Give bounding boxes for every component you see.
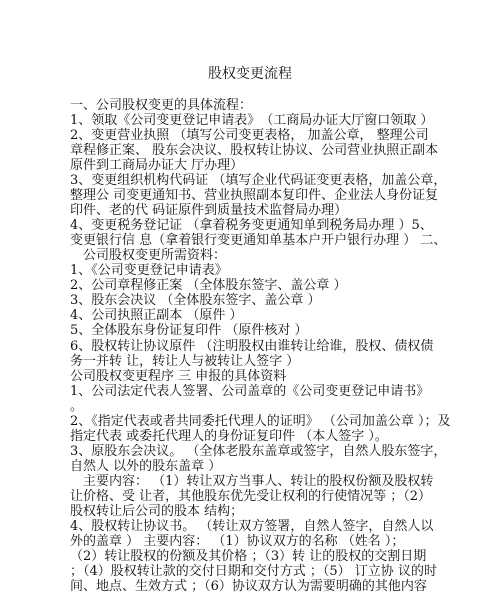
body-line: 公司股权变更所需资料： [70,248,227,263]
body-line: 整理公 司变更通知书、营业执照副本复印件、企业法人身份证复 [70,188,439,203]
body-line: ；（4）股权转让款的交付日期和交付方式 ；（5） 订立协 议的时 [70,564,437,579]
body-line: 公司股权变更程序 三 申报的具体资料 [70,369,287,384]
body-line: 变更银行信 息（拿着银行变更通知单基本户开户银行办理 ） 二、 [70,233,447,248]
body-line: （2）转让股权的份额及其价格 ；（3）转 让的股权的交割日期 [70,549,427,564]
body-line: 1、公司法定代表人签署、公司盖章的《公司变更登记申请书》 [70,384,430,399]
body-line: 6、股权转让协议原件 （注明股权由谁转让给谁，股权、债权债 [70,339,434,354]
body-line: 外的盖章 ） 主要内容： （1）协议双方的名称 （姓名 ）； [70,534,405,549]
body-line: 原件到工商局办证大 厅办理） [70,158,244,173]
body-line: 4、股权转让协议书。 （转让双方签署，自然人签字，自然人以 [70,519,434,534]
body-line: 一、公司股权变更的具体流程： [70,98,253,113]
body-line: 1、领取《公司变更登记申请表》 （工商局办证大厅窗口领取 ） [70,113,434,128]
body-line: 章程修正案、 股东会决议、股权转让协议、公司营业执照正副本 [70,143,439,158]
body-line: 股权转让后公司的股本 结构； [70,504,244,519]
body-line: 3、股东会决议 （全体股东签字、盖公章 ） [70,293,321,308]
body-line: 主要内容： （1）转让双方当事人、转让的股权份额及股权转 [70,474,434,489]
body-line: 让价格、受 让者，其他股东优先受让权利的行使情况等 ；（2） [70,489,432,504]
body-line: 间、地点、生效方式 ；（6）协议双方认为需要明确的其他内容 [70,579,427,594]
body-line: 4、变更税务登记证 （拿着税务变更通知单到税务局办理 ）5、 [70,218,433,233]
body-line: 2、《指定代表或者共同委托代理人的证明》 （公司加盖公章 ）；及 [70,414,451,429]
body-line: 2、公司章程修正案 （全体股东签字、盖公章 ） [70,278,347,293]
body-line: 指定代表 或委托代理人的身份证复印件 （本人签字 ）。 [70,429,388,444]
body-line: 5、全体股东身份证复印件 （原件核对 ） [70,323,308,338]
body-line: 4、公司执照正副本 （原件 ） [70,308,243,323]
body-line: 务一并转 让，转让人与被转让人签字 ） [70,354,300,369]
document-title: 股权变更流程 [208,66,292,82]
body-line: 印件、老的代 码证原件到质量技术监督局办理） [70,203,348,218]
body-line: 1、《公司变更登记申请表》 [70,263,228,278]
body-line: 。 [70,399,84,414]
body-line: 3、原股东会决议。 （全体老股东盖章或签字，自然人股东签字， [70,444,447,459]
body-line: 3、变更组织机构代码证 （填写企业代码证变更表格，加盖公章， [70,173,447,188]
body-line: 自然人 以外的股东盖章 ） [70,459,222,474]
body-line: 2、变更营业执照 （填写公司变更表格， 加盖公章， 整理公司 [70,128,429,143]
